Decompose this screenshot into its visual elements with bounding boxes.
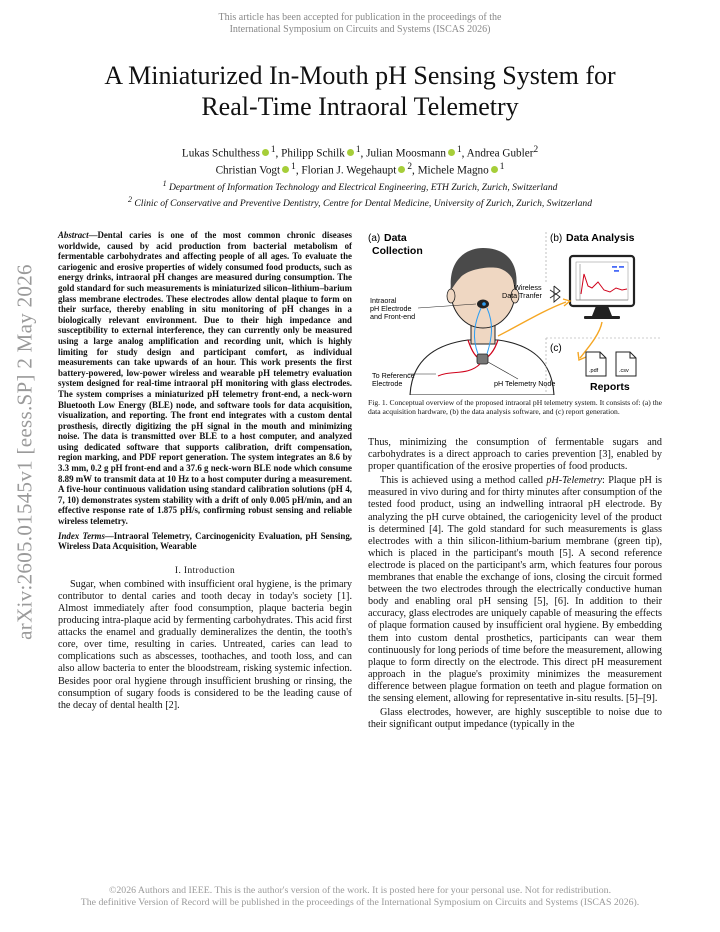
pdf-file-label: .pdf [589,368,599,374]
body-paragraph: Thus, minimizing the consumption of fermentable sugars and carbohydrates is a direct approach to caries prevention [3], enabled by proper quantification of the erosive properties of food products. [368,437,662,473]
reference-label-1: To Reference [372,371,415,380]
section-heading: I. Introduction [174,565,236,576]
electrode-label-3: and Front-end [370,312,416,321]
author-name: Christian Vogt [215,165,281,178]
affiliations [30,178,690,210]
footer-line-1: ©2026 Authors and IEEE. This is the author's version of the work. It is posted here for your personal use. Not for redistribution. [108,885,612,896]
index-terms-lead: Index Terms [58,530,105,541]
body-paragraph: Sugar, when combined with insufficient oral hygiene, is the primary contributor to dental caries and tooth decay in today's society [1]. Almost immediately after food consumption, plaque bacteria begin producing intra-plaque acid by fermenting carbohydrates. This acid first attacks the enamel and gradually demineralizes the dentin, the tooth's core, over time, resulting in caries. Untreated, caries can lead to complications such as abscesses, toothaches, and tooth loss, and can also allow bacteria to enter the bloodstream, risking systemic infection. Besides poor oral hygiene through insufficient brushing or rinsing, the consumption of sugary foods is considered to be the leading cause of the decay of dental health [2]. [58,578,352,711]
wireless-label-2: Data Tranfer [502,291,542,300]
method-name: pH-Telemetry [546,475,602,487]
author-name: Michele Magno [417,165,489,178]
paper-title [40,60,680,122]
monitor-base-icon [584,316,620,319]
panel-b-title: Data Analysis [566,232,635,244]
panel-c-title: Reports [590,381,630,393]
footer-line-2: The definitive Version of Record will be published in the proceedings of the International Symposium on Circuits and Systems (ISCAS 2026). [80,897,640,909]
orcid-icon[interactable] [347,149,354,156]
csv-file-label: .csv [619,368,629,374]
figure-caption: Fig. 1. Conceptual overview of the proposed intraoral pH telemetry system. It consists of: (a) the data acquisition hardware, (b) the data analysis software, and (c) report generation. [368,398,662,416]
electrode-tip-icon [482,302,486,306]
acceptance-notice [0,12,720,36]
notice-line-2: International Symposium on Circuits and Systems (ISCAS 2026) [229,24,491,35]
arxiv-identifier: arXiv:2605.01545v1 [eess.SP] 2 May 2026 [12,264,37,640]
panel-b-label: (b) [550,233,563,244]
abstract-text: —Dental caries is one of the most common chronic diseases worldwide, caused by acid production from bacterial metabolism of fermentable carbohydrates and affecting people of all ages. To evaluate the cariogenic and erosive properties of widely consumed food products, such as energy drinks, intraoral pH changes are measured during consumption. The gold standard for such measurements is miniaturized silicon–lithium–barium glass membrane electrodes. These electrodes allow dental plaque to form on their surface, thereby enabling in situ monitoring of pH changes in a biologically relevant environment. Due to their high impedance and susceptibility to external interference, they can currently only be measured using a large analog amplification and recording unit, which is highly limiting for study design and participant comfort, as individual measurements can take upwards of an hour. This work presents the first battery-powered, low-power wireless and wearable pH telemetry evaluation system designed for real-time intraoral pH monitoring with glass electrodes. The system comprises a miniaturized pH telemetry front-end, a neck-worn Bluetooth Low Energy (BLE) node, and software tools for data acquisition, visualization, and reporting. The front end integrates with a custom dental prosthesis, directly digitizing the pH signal in the mouth and minimizing noise. The data is transmitted over BLE to a host computer, and analyzed using dedicated software that supports calibration, drift compensation, region marking, and PDF report generation. The system integrates an 8.6 by 3.3 mm, 0.2 g pH front-end and a 37.6 g neck-worn BLE node which consume 8.89 mW to transmit data at 10 Hz to a host computer during a measurement. A five-hour continuous validation using standard calibration solutions (pH 4, 7, 10) demonstrates system stability with a drift of only 0.005 pH/min, and an effective response rate of 1.875 pH/s, confirming robust sensing and reliable wireless telemetry. [58,230,352,527]
ear-icon [447,289,455,303]
author-affil: 1 [499,162,505,173]
electrode-label-1: Intraoral [370,296,397,305]
panel-a-title-2: Collection [372,245,423,257]
author-list [40,144,680,179]
title-line-1: A Miniaturized In-Mouth pH Sensing System for [104,61,616,90]
legend-mark-icon [612,266,617,268]
notice-line-1: This article has been accepted for publication in the proceedings of the [218,12,502,23]
author-name: Philipp Schilk [281,147,345,160]
wireless-label-1: Wireless [514,283,542,292]
telemetry-node-icon [477,354,488,364]
index-terms-text: —Intraoral Telemetry, Carcinogenicity Evaluation, pH Sensing, Wireless Data Acquisition, Wearable [58,530,352,552]
author-affil: 1 [457,145,462,155]
abstract [58,230,352,527]
panel-a-label: (a) [368,233,381,244]
authors-line-2: Christian Vogt $^1$, Florian J. Wegehaupt $^2$, Michele Magno $^1$ [215,162,505,178]
node-label: pH Telemetry Node [494,379,556,388]
orcid-icon[interactable] [282,166,289,173]
authors-line-1: Lukas Schulthess $^1$, Philipp Schilk $^1$, Julian Moosmann $^1$, Andrea Gubler$^2$ [181,145,539,160]
monitor-stand-icon [592,306,612,316]
author-name: Florian J. Wegehaupt [301,165,397,178]
author-name: Julian Moosmann [366,147,446,160]
affiliation-2: $^2$ Clinic of Conservative and Preventive Dentistry, Centre for Dental Medicine, University of Zurich, Zurich, Switzerland [128,195,592,210]
body-paragraph: Glass electrodes, however, are highly susceptible to noise due to their significant output impedance (typically in the [368,707,662,731]
affiliation-1: $^1$ Department of Information Technology and Electrical Engineering, ETH Zurich, Zurich, Switzerland [162,179,558,194]
panel-a-title-1: Data [384,232,407,244]
arxiv-stamp [10,232,40,672]
author-affil: 1 [355,145,361,155]
system-overview-diagram [368,230,662,395]
left-column [58,230,352,712]
bluetooth-icon [550,286,560,302]
abstract-lead: Abstract [58,230,89,240]
panel-c-label: (c) [550,343,562,354]
orcid-icon[interactable] [398,166,405,173]
figure-1 [368,230,662,395]
right-column [368,437,662,731]
reference-label-2: Electrode [372,379,403,388]
author-affil: 1 [291,162,296,173]
body-paragraph: This is achieved using a method called pH-Telemetry: Plaque pH is measured in vivo during and for thirty minutes after consumption of the tested food product, using an indwelling intraoral pH electrode. By analyzing the pH curve obtained, the cariogenicity level of the product is determined [4]. The gold standard for such measurements is glass electrodes with a thin silicon-lithium-barium membrane (green tip), which is placed in the participant's mouth [5]. A second reference electrode is placed on the participant's arm, which features four porous membranes that enable the exchange of ions, closing the circuit formed between the two electrodes through the electrically conductive human body and enabling oral pH sensing [5], [6]. In addition to their accuracy, glass electrodes are uniquely capable of measuring the effects of plaque formation caused by insufficient oral hygiene. By embedding them into custom dental prosthetics, participants can wear them continuously for long periods of time before the measurement, allowing plaque to form directly on the electrode. This direct pH measurement approach in the plague's proximity minimizes the measurement difference between plague formation on teeth and plague formation on the sensing element, allowing for representative in-situ results. [5]–[9]. [368,475,662,704]
orcid-icon[interactable] [448,149,455,156]
electrode-label-2: pH Electrode [370,304,412,313]
author-affil: 2 [533,145,539,155]
legend-mark-icon [619,266,624,268]
copyright-footer [0,885,720,910]
author-name: Lukas Schulthess [181,147,260,160]
orcid-icon[interactable] [491,166,498,173]
author-name: Andrea Gubler [466,147,534,160]
author-affil: 1 [270,145,276,155]
legend-mark-icon [614,270,619,272]
title-line-2: Real-Time Intraoral Telemetry [201,92,519,121]
author-affil: 2 [407,162,412,173]
orcid-icon[interactable] [262,149,269,156]
index-terms [58,531,352,552]
